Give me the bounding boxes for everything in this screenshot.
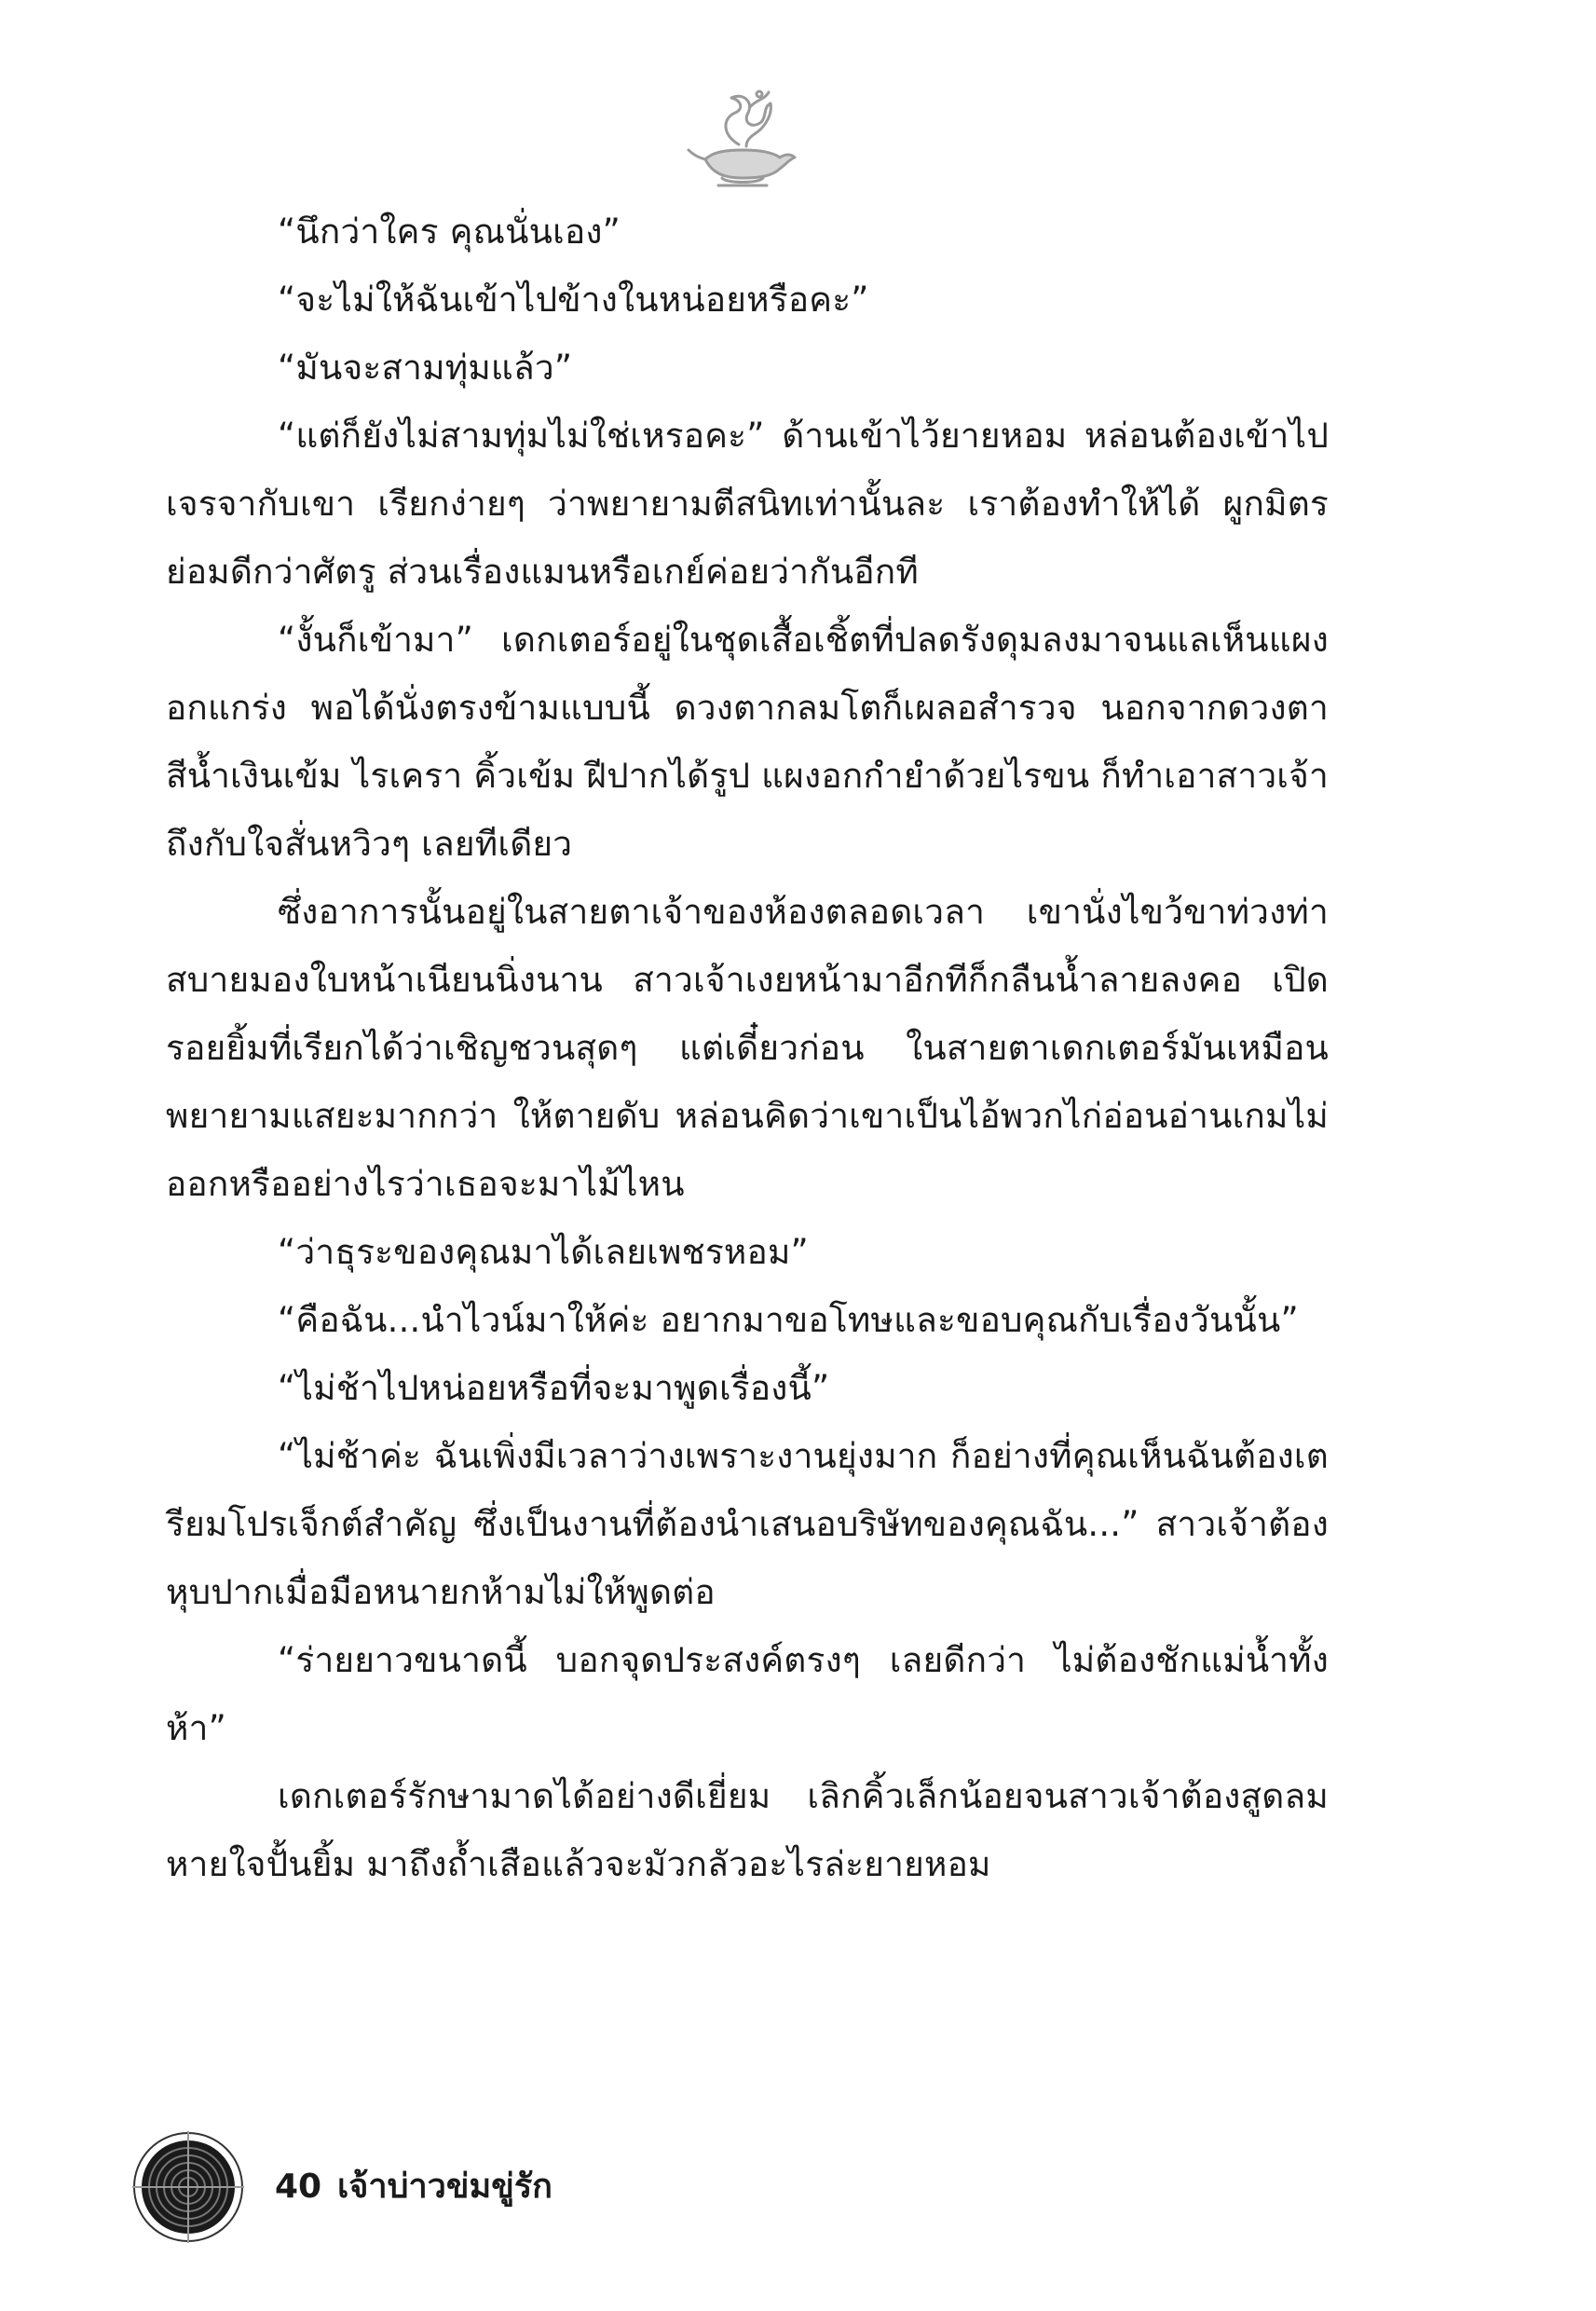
lamp-genie-ornament-icon bbox=[685, 79, 801, 196]
paragraph-9: “ไม่ช้าไปหน่อยหรือที่จะมาพูดเรื่องนี้” bbox=[278, 1368, 830, 1408]
page-footer bbox=[130, 2129, 783, 2250]
paragraph-6: ซึ่งอาการนั้นอยู่ในสายตาเจ้าของห้องตลอดเวลา เขานั่งไขว้ขาท่วงท่าสบายมองใบหน้าเนียนนิ่งนาน สาวเจ้าเงยหน้ามาอีกทีก็กลืนน้ำลายลงคอ เปิดรอยยิ้มที่เรียกได้ว่าเชิญชวนสุดๆ แต่เดี๋ยวก่อน ในสายตาเดกเตอร์มันเหมือนพยายามแสยะมากกว่า ให้ตายดับ หล่อนคิดว่าเขาเป็นไอ้พวกไก่อ่อนอ่านเกมไม่ออกหรืออย่างไรว่าเธอจะมาไม้ไหน bbox=[166, 892, 1329, 1204]
paragraph-11: “ร่ายยาวขนาดนี้ บอกจุดประสงค์ตรงๆ เลยดีกว่า ไม่ต้องชักแม่น้ำทั้งห้า” bbox=[166, 1640, 1329, 1748]
paragraph-1: “นึกว่าใคร คุณนั่นเอง” bbox=[278, 212, 621, 252]
paragraph-2: “จะไม่ให้ฉันเข้าไปข้างในหน่อยหรือคะ” bbox=[278, 280, 869, 320]
paragraph-3: “มันจะสามทุ่มแล้ว” bbox=[278, 348, 573, 388]
page-number: 40 bbox=[275, 2167, 322, 2206]
paragraph-12: เดกเตอร์รักษามาดได้อย่างดีเยี่ยม เลิกคิ้วเล็กน้อยจนสาวเจ้าต้องสูดลมหายใจปั้นยิ้ม มาถึงถ้ำเสือแล้วจะมัวกลัวอะไรล่ะยายหอม bbox=[166, 1776, 1329, 1884]
paragraph-7: “ว่าธุระของคุณมาได้เลยเพชรหอม” bbox=[278, 1232, 809, 1272]
paragraph-8: “คือฉัน...นำไวน์มาให้ค่ะ อยากมาขอโทษและขอบคุณกับเรื่องวันนั้น” bbox=[278, 1300, 1299, 1340]
book-title: เจ้าบ่าวข่มขู่รัก bbox=[337, 2167, 552, 2206]
body-text bbox=[166, 198, 1329, 1898]
paragraph-4: “แต่ก็ยังไม่สามทุ่มไม่ใช่เหรอคะ” ด้านเข้าไว้ยายหอม หล่อนต้องเข้าไปเจรจากับเขา เรียกง่ายๆ ว่าพยายามตีสนิทเท่านั้นละ เราต้องทำให้ได้ ผูกมิตรย่อมดีกว่าศัตรู ส่วนเรื่องแมนหรือเกย์ค่อยว่ากันอีกที bbox=[166, 416, 1329, 592]
paragraph-10: “ไม่ช้าค่ะ ฉันเพิ่งมีเวลาว่างเพราะงานยุ่งมาก ก็อย่างที่คุณเห็นฉันต้องเตรียมโปรเจ็กต์สำคัญ ซึ่งเป็นงานที่ต้องนำเสนอบริษัทของคุณฉัน...” สาวเจ้าต้องหุบปากเมื่อมือหนายกห้ามไม่ให้พูดต่อ bbox=[166, 1436, 1329, 1612]
paragraph-5: “งั้นก็เข้ามา” เดกเตอร์อยู่ในชุดเสื้อเชิ้ตที่ปลดรังดุมลงมาจนแลเห็นแผงอกแกร่ง พอได้นั่งตรงข้ามแบบนี้ ดวงตากลมโตก็เผลอสำรวจ นอกจากดวงตาสีน้ำเงินเข้ม ไรเครา คิ้วเข้ม ฝีปากได้รูป แผงอกกำยำด้วยไรขน ก็ทำเอาสาวเจ้าถึงกับใจสั่นหวิวๆ เลยทีเดียว bbox=[166, 620, 1329, 864]
target-ornament-icon bbox=[130, 2129, 247, 2246]
